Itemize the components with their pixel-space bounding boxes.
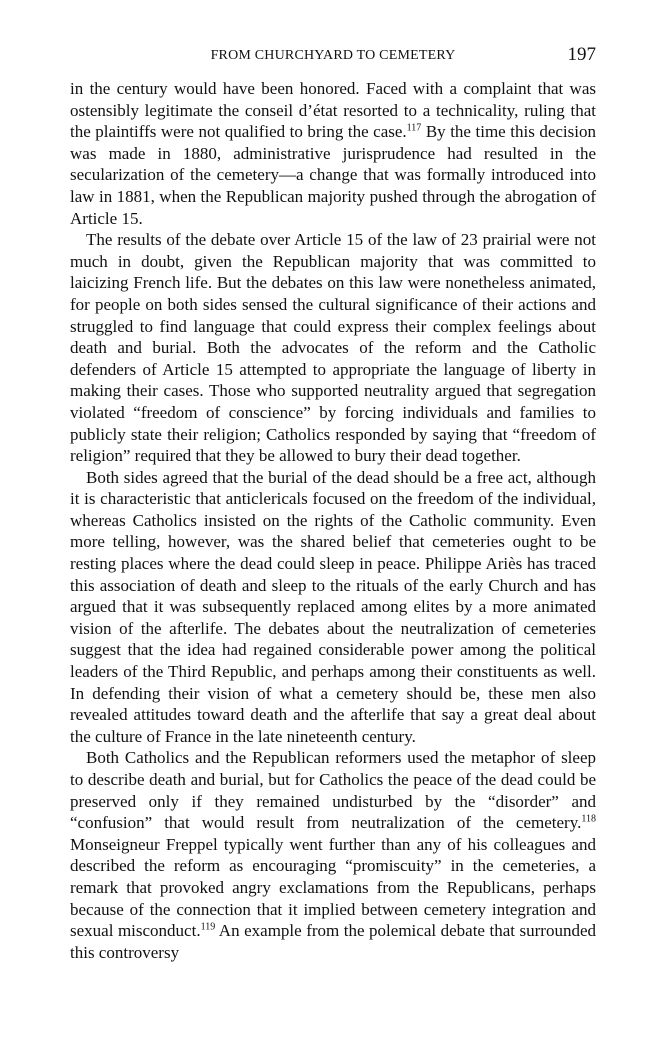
paragraph-text: Both Catholics and the Republican reformers used the metaphor of sleep to describe death and burial, but for Catholics the peace of the dead could be preserved only if they remained undisturbed by the “disorder” and “confusion” that would result from neutralization of the cemetery. (70, 748, 596, 833)
paragraph (70, 467, 596, 748)
body-text (70, 78, 596, 963)
paragraph (70, 229, 596, 467)
paragraph-text: By the time this decision was made in 1880, administrative jurisprudence had resulted in the secularization of the cemetery—a change that was formally introduced into law in 1881, when the Republican majority pushed through the abrogation of Article 15. (70, 122, 596, 228)
paragraph-text: in the century would have been honored. Faced with a complaint that was ostensibly legitimate the conseil d’état resorted to a technicality, ruling that the plaintiffs were not qualified to bring the case. (70, 79, 596, 142)
paragraph-text: Monseigneur Freppel typically went further than any of his colleagues and described the reform as encouraging “promiscuity” in the cemeteries, a remark that provoked angry exclamations from the Republicans, perhaps because of the connection that it implied between cemetery integration and sexual misconduct. (70, 834, 596, 941)
footnote-ref-118: 118 (581, 813, 596, 825)
paragraph-text: The results of the debate over Article 15 of the law of 23 prairial were not much in doubt, given the Republican majority that was committed to laicizing French life. But the debates on this law were nonetheless animated, for people on both sides sensed the cultural significance of their actions and struggled to find language that could express their complex feelings about death and burial. Both the advocates of the reform and the Catholic defenders of Article 15 attempted to appropriate the language of liberty in making their cases. Those who supported neutrality argued that segregation violated “freedom of conscience” by forcing individuals and families to publicly state their religion; Catholics responded by saying that “freedom of religion” required that they be allowed to bury their dead together. (70, 230, 596, 466)
footnote-ref-117: 117 (406, 122, 422, 134)
paragraph (70, 747, 596, 963)
book-page (70, 44, 596, 963)
page-number: 197 (567, 44, 596, 65)
footnote-ref-119: 119 (200, 921, 216, 933)
running-head (70, 44, 596, 72)
running-title: FROM CHURCHYARD TO CEMETERY (210, 48, 456, 63)
paragraph-text: An example from the polemical debate that surrounded this controversy (70, 921, 596, 962)
paragraph (70, 78, 596, 229)
paragraph-text: Both sides agreed that the burial of the dead should be a free act, although it is characteristic that anticlericals focused on the freedom of the individual, whereas Catholics insisted on the rights of the Catholic community. Even more telling, however, was the shared belief that cemeteries ought to be resting places where the dead could sleep in peace. Philippe Ariès has traced this association of death and sleep to the rituals of the early Church and has argued that it was subsequently replaced among elites by a more animated vision of the afterlife. The debates about the neutralization of cemeteries suggest that the idea had regained considerable power among the political leaders of the Third Republic, and perhaps among their constituents as well. In defending their vision of what a cemetery should be, these men also revealed attitudes toward death and the afterlife that say a great deal about the culture of France in the late nineteenth century. (70, 467, 596, 746)
